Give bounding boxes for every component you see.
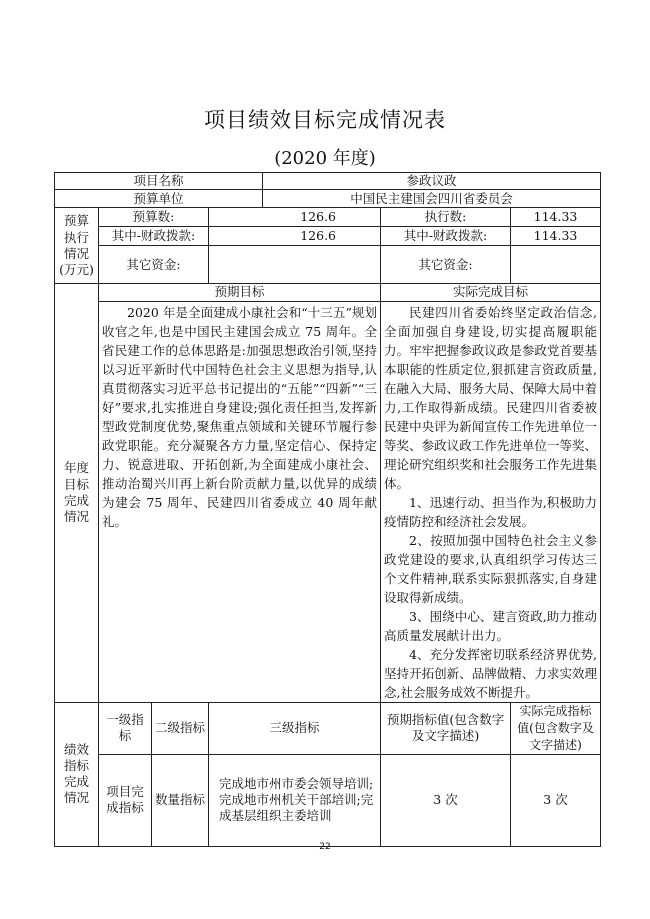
page-number: 22 bbox=[319, 842, 331, 852]
indicator-level2: 数量指标 bbox=[152, 754, 209, 846]
budget-unit-row bbox=[55, 190, 601, 208]
other-funds-exec-label: 其它资金: bbox=[381, 246, 511, 284]
actual-goal-paragraph: 3、围绕中心、建言资政,助力推动高质量发展献计出力。 bbox=[384, 608, 598, 643]
project-name-label: 项目名称 bbox=[55, 173, 263, 190]
other-funds-label: 其它资金: bbox=[99, 246, 209, 284]
expected-goal-cell bbox=[99, 301, 381, 702]
indicator-level1: 项目完成指标 bbox=[99, 754, 152, 846]
other-funds-exec-value bbox=[511, 246, 601, 284]
actual-value-header: 实际完成指标值(包含数字及文字描述) bbox=[511, 702, 601, 754]
budget-amount-value: 126.6 bbox=[209, 208, 381, 227]
page-subtitle: (2020 年度) bbox=[274, 148, 376, 169]
level3-header: 三级指标 bbox=[209, 702, 381, 754]
expected-goal-text: 2020 年是全面建成小康社会和“十三五”规划收官之年,也是中国民主建国会成立 75 周年。全省民建工作的总体思路是:加强思想政治引领,坚持以习近平新时代中国特色社会主义思想为指导,认真贯彻落实习近平总书记提出的“五能”“四新”“三好”要求,扎实推进自身建设;强化责任担当,发挥新型政党制度优势,聚焦重点领域和关键环节履行参政党职能。充分凝聚各方力量,坚定信心、保持定力、锐意进取、开拓创新,为全面建成小康社会、推动治蜀兴川再上新台阶贡献力量,以优异的成绩为建会 75 周年、民建四川省委成立 40 周年献礼。 bbox=[102, 304, 378, 529]
indicator-expected-value: 3 次 bbox=[381, 754, 511, 846]
budget-unit-value: 中国民主建国会四川省委员会 bbox=[263, 190, 601, 208]
fiscal-budget-label: 其中-财政拨款: bbox=[99, 227, 209, 246]
indicator-actual-value: 3 次 bbox=[511, 754, 601, 846]
execution-amount-label: 执行数: bbox=[381, 208, 511, 227]
budget-row bbox=[55, 208, 601, 227]
actual-goal-paragraph: 4、充分发挥密切联系经济界优势,坚持开拓创新、品牌做精、力求实效理念,社会服务成效不断提升。 bbox=[384, 646, 598, 700]
annual-header-row bbox=[55, 284, 601, 301]
budget-unit-label: 预算单位 bbox=[55, 190, 263, 208]
performance-table bbox=[54, 172, 601, 847]
fiscal-exec-label: 其中-财政拨款: bbox=[381, 227, 511, 246]
indicator-row bbox=[55, 754, 601, 846]
level1-header: 一级指标 bbox=[99, 702, 152, 754]
level2-header: 二级指标 bbox=[152, 702, 209, 754]
fiscal-budget-value: 126.6 bbox=[209, 227, 381, 246]
other-funds-row bbox=[55, 246, 601, 284]
indicator-level3: 完成地市州市委会领导培训;完成地市州机关干部培训;完成基层组织主委培训 bbox=[209, 754, 381, 846]
expected-value-header: 预期指标值(包含数字及文字描述) bbox=[381, 702, 511, 754]
project-name-value: 参政议政 bbox=[263, 173, 601, 190]
other-funds-value bbox=[209, 246, 381, 284]
performance-section-label: 绩效指标完成情况 bbox=[55, 702, 99, 846]
actual-goal-cell bbox=[381, 301, 601, 702]
indicator-header-row bbox=[55, 702, 601, 754]
actual-goal-paragraph: 民建四川省委始终坚定政治信念,全面加强自身建设,切实提高履职能力。牢牢把握参政议政是参政党首要基本职能的性质定位,狠抓建言资政质量,在融入大局、服务大局、保障大局中着力,工作取得新成绩。民建四川省委被民建中央评为新闻宣传工作先进单位一等奖、参政议政工作先进单位一等奖、理论研究组织奖和社会服务工作先进集体。 bbox=[384, 304, 598, 491]
annual-content-row bbox=[55, 301, 601, 702]
expected-goal-header: 预期目标 bbox=[99, 284, 381, 301]
annual-section-label: 年度目标完成情况 bbox=[55, 284, 99, 702]
actual-goal-header: 实际完成目标 bbox=[381, 284, 601, 301]
budget-section-label: 预算执行情况(万元) bbox=[55, 208, 99, 284]
project-name-row bbox=[55, 173, 601, 190]
fiscal-row bbox=[55, 227, 601, 246]
budget-amount-label: 预算数: bbox=[99, 208, 209, 227]
fiscal-exec-value: 114.33 bbox=[511, 227, 601, 246]
page-title: 项目绩效目标完成情况表 bbox=[204, 108, 446, 132]
execution-amount-value: 114.33 bbox=[511, 208, 601, 227]
actual-goal-paragraph: 1、迅速行动、担当作为,积极助力疫情防控和经济社会发展。 bbox=[384, 494, 598, 529]
actual-goal-paragraph: 2、按照加强中国特色社会主义参政党建设的要求,认真组织学习传达三个文件精神,联系实际狠抓落实,自身建设取得新成绩。 bbox=[384, 532, 598, 605]
